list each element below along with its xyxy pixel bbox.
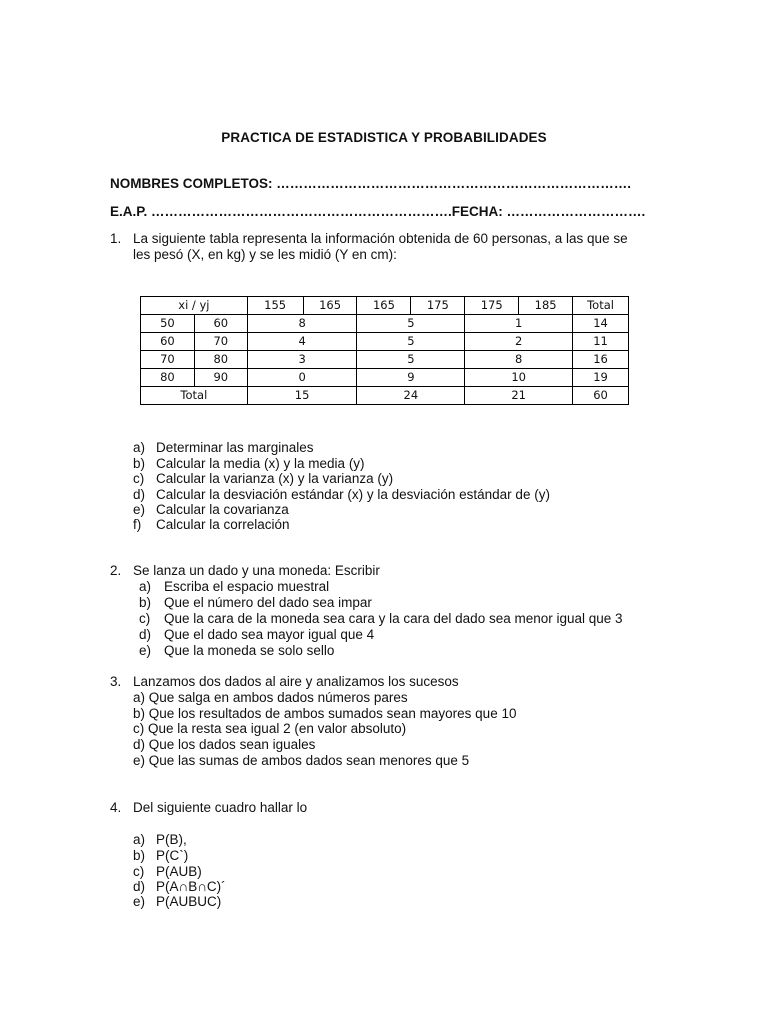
list-item-label: d) <box>139 627 152 642</box>
question-4-text: Del siguiente cuadro hallar lo <box>133 800 308 815</box>
table-cell: 16 <box>573 351 629 369</box>
table-cell: 70 <box>194 333 247 351</box>
list-item-label: e) <box>139 643 152 658</box>
table-header-cell: 155 <box>247 297 303 315</box>
table-cell: 8 <box>465 351 573 369</box>
table-cell: 70 <box>141 351 195 369</box>
list-item-text: P(C`) <box>156 848 189 863</box>
table-row <box>141 315 629 333</box>
list-item: e) Que las sumas de ambos dados sean menores que 5 <box>133 753 470 768</box>
question-1-text-line2: les pesó (X, en kg) y se les midió (Y en cm): <box>133 247 397 262</box>
list-item-label: a) <box>133 440 146 455</box>
table-cell: 1 <box>465 315 573 333</box>
list-item-text: Que el número del dado sea impar <box>164 595 372 610</box>
table-header-row <box>141 297 629 315</box>
table-row <box>141 333 629 351</box>
list-item-label: c) <box>133 471 145 486</box>
document-title: PRACTICA DE ESTADISTICA Y PROBABILIDADES <box>221 130 547 145</box>
list-item-text: Determinar las marginales <box>156 440 314 455</box>
table-cell: 19 <box>573 369 629 387</box>
names-field: NOMBRES COMPLETOS: ……………………………………………………………………. <box>110 176 632 191</box>
table-cell: 60 <box>573 387 629 405</box>
table-cell: 10 <box>465 369 573 387</box>
table-row <box>141 351 629 369</box>
list-item-text: Calcular la correlación <box>156 517 290 532</box>
table-cell: 80 <box>141 369 195 387</box>
table-header-cell: 165 <box>357 297 411 315</box>
table-cell: 90 <box>194 369 247 387</box>
list-item: a) Que salga en ambos dados números pares <box>133 690 408 705</box>
list-item-text: Calcular la covarianza <box>156 502 289 517</box>
table-header-cell: 185 <box>519 297 573 315</box>
table-cell: 15 <box>247 387 357 405</box>
list-item-text: Que la cara de la moneda sea cara y la cara del dado sea menor igual que 3 <box>164 611 623 626</box>
table-cell: 2 <box>465 333 573 351</box>
list-item-label: e) <box>133 894 146 909</box>
table-cell: 50 <box>141 315 195 333</box>
list-item-label: c) <box>139 611 151 626</box>
table-header-cell: 175 <box>411 297 465 315</box>
table-cell: 60 <box>141 333 195 351</box>
list-item-text: Que la moneda se solo sello <box>164 643 335 658</box>
list-item-text: P(AUBUC) <box>156 894 222 909</box>
list-item-text: P(B), <box>156 832 187 847</box>
list-item-label: f) <box>133 517 142 532</box>
list-item-label: a) <box>139 579 152 594</box>
list-item-label: b) <box>139 595 152 610</box>
table-cell: 9 <box>357 369 465 387</box>
list-item-label: b) <box>133 456 146 471</box>
table-cell: 24 <box>357 387 465 405</box>
table-cell: 80 <box>194 351 247 369</box>
list-item-label: e) <box>133 502 146 517</box>
list-item-label: d) <box>133 487 146 502</box>
table-cell: 5 <box>357 315 465 333</box>
table-header-cell: 175 <box>465 297 519 315</box>
eap-date-field: E.A.P. ………………………………………………………….FECHA: …………………………. <box>110 204 646 219</box>
table-cell: 0 <box>247 369 357 387</box>
list-item-text: P(A∩B∩C)´ <box>156 879 226 894</box>
table-cell: 11 <box>573 333 629 351</box>
list-item-text: Calcular la varianza (x) y la varianza (y) <box>156 471 394 486</box>
table-cell: 5 <box>357 333 465 351</box>
list-item-text: Calcular la desviación estándar (x) y la desviación estándar de (y) <box>156 487 550 502</box>
list-item-label: b) <box>133 848 146 863</box>
table-cell: 8 <box>247 315 357 333</box>
list-item-label: d) <box>133 879 146 894</box>
table-header-cell: xi / yj <box>141 297 248 315</box>
question-3-number: 3. <box>110 674 122 689</box>
table-cell: 3 <box>247 351 357 369</box>
table-header-cell: Total <box>573 297 629 315</box>
list-item: d) Que los dados sean iguales <box>133 737 316 752</box>
frequency-table <box>140 296 629 405</box>
list-item-text: P(AUB) <box>156 864 202 879</box>
list-item: c) Que la resta sea igual 2 (en valor absoluto) <box>133 721 407 736</box>
question-2-text: Se lanza un dado y una moneda: Escribir <box>133 563 380 578</box>
question-1-text-line1: La siguiente tabla representa la información obtenida de 60 personas, a las que se <box>133 231 628 246</box>
table-row <box>141 369 629 387</box>
list-item-label: c) <box>133 864 145 879</box>
table-total-row <box>141 387 629 405</box>
table-header-cell: 165 <box>303 297 357 315</box>
question-4-number: 4. <box>110 800 122 815</box>
table-cell: Total <box>141 387 248 405</box>
list-item-text: Que el dado sea mayor igual que 4 <box>164 627 375 642</box>
question-2-number: 2. <box>110 563 122 578</box>
list-item: b) Que los resultados de ambos sumados sean mayores que 10 <box>133 706 517 721</box>
list-item-text: Calcular la media (x) y la media (y) <box>156 456 365 471</box>
table-cell: 21 <box>465 387 573 405</box>
table-cell: 4 <box>247 333 357 351</box>
question-3-text: Lanzamos dos dados al aire y analizamos los sucesos <box>133 674 459 689</box>
table-cell: 60 <box>194 315 247 333</box>
list-item-label: a) <box>133 832 146 847</box>
list-item-text: Escriba el espacio muestral <box>164 579 330 594</box>
table-cell: 14 <box>573 315 629 333</box>
question-1-number: 1. <box>110 231 122 246</box>
table-cell: 5 <box>357 351 465 369</box>
